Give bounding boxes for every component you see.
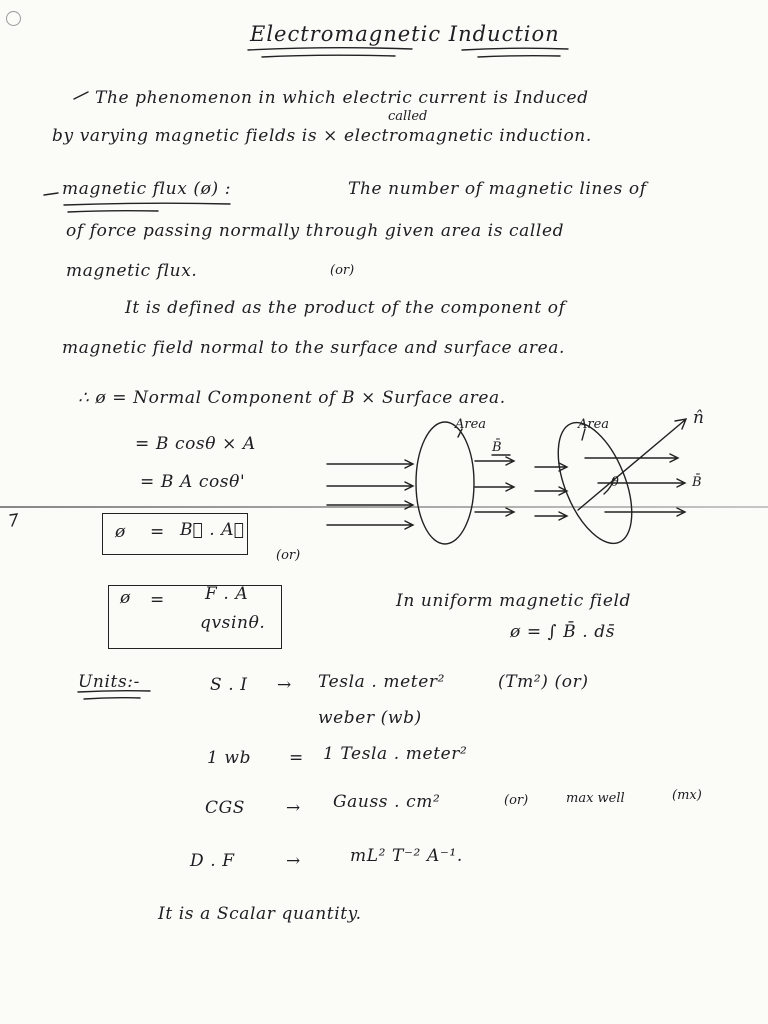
box2-denominator: qvsinθ. — [200, 613, 266, 633]
boxes-or: (or) — [276, 548, 301, 563]
title-underline-3 — [462, 48, 568, 50]
formula-therefore: ∴ ø = Normal Component of B × Surface area. — [78, 388, 506, 408]
intro-dash — [74, 92, 88, 99]
units-label: Units:- — [78, 672, 140, 692]
page-fold-line — [0, 506, 768, 508]
diagram-b-right-label: B̄ — [692, 475, 702, 490]
units-cgs-value: Gauss . cm² — [333, 792, 441, 812]
left-field-arrow-1 — [327, 460, 413, 468]
box1-lhs: ø — [115, 522, 126, 542]
flux-line-2: of force passing normally through given area is called — [66, 221, 565, 241]
box2-eq: = — [150, 590, 165, 610]
units-cgs-arrow: → — [286, 798, 301, 818]
right-field-arrow-3 — [605, 508, 685, 516]
flux-line-3: magnetic flux. — [66, 261, 198, 281]
scalar-statement: It is a Scalar quantity. — [158, 904, 362, 924]
flux-line-1: The number of magnetic lines of — [348, 179, 647, 199]
formula-step-1: = B cosθ × A — [135, 434, 256, 454]
units-df-value: mL² T⁻² A⁻¹. — [350, 846, 463, 866]
left-field-arrow-out-1 — [475, 457, 514, 465]
left-field-arrow-2 — [327, 482, 413, 490]
flux-line-4: It is defined as the product of the component of — [125, 298, 566, 318]
punch-hole-icon — [6, 11, 21, 26]
intro-line-1: The phenomenon in which electric current is Induced — [95, 88, 589, 108]
title-underline-2 — [262, 55, 395, 57]
box2-lhs: ø — [120, 588, 131, 608]
flux-heading-underline-2 — [68, 211, 158, 212]
uniform-field-line-2: ø = ∫ B̄ . ds̄ — [510, 622, 616, 642]
uniform-field-line-1: In uniform magnetic field — [396, 591, 632, 611]
units-underline-2 — [84, 698, 140, 699]
units-wb-rhs: 1 Tesla . meter² — [323, 744, 468, 764]
units-wb-eq: = — [289, 748, 304, 768]
diagram-area-right-label: Area — [578, 417, 610, 432]
diagram-normal-label: n̂ — [693, 408, 705, 428]
flux-line-5: magnetic field normal to the surface and surface area. — [62, 338, 566, 358]
right-area-loop — [543, 412, 647, 553]
flux-heading-underline-1 — [64, 203, 230, 205]
units-cgs-or: (or) — [504, 793, 529, 808]
units-si-arrow: → — [277, 675, 292, 695]
diagram-area-left-label: Area — [455, 417, 487, 432]
flux-dash — [44, 193, 58, 195]
diagram-theta-label: θ — [611, 475, 619, 490]
intro-line-2: by varying magnetic fields is × electromagnetic induction. — [52, 126, 592, 146]
right-field-arrow-in-3 — [535, 512, 567, 520]
units-maxwell-abbr: (mx) — [672, 788, 702, 803]
intro-called-note: called — [388, 109, 428, 124]
units-df-arrow: → — [286, 851, 301, 871]
units-wb-lhs: 1 wb — [207, 748, 252, 768]
left-field-arrow-4 — [327, 521, 413, 529]
units-weber: weber (wb) — [318, 708, 422, 728]
right-field-arrow-in-2 — [535, 487, 567, 495]
units-si-value: Tesla . meter² — [318, 672, 446, 692]
right-field-arrow-in-1 — [535, 463, 567, 471]
title-underline-1 — [248, 48, 412, 50]
units-df-label: D . F — [190, 851, 235, 871]
formula-step-2: = B A cosθ' — [140, 472, 246, 492]
units-maxwell: max well — [566, 791, 625, 806]
box2-numerator: F . A — [205, 584, 249, 604]
box1-rhs: B⃗ . A⃗ — [180, 520, 245, 540]
page-title: Electromagnetic Induction — [250, 22, 560, 46]
box1-eq: = — [150, 522, 165, 542]
units-si-label: S . I — [210, 675, 248, 695]
title-underline-4 — [478, 56, 560, 57]
units-cgs-label: CGS — [205, 798, 246, 818]
normal-vector-arrow — [578, 419, 686, 510]
left-field-arrow-out-2 — [475, 483, 514, 491]
edge-mark — [10, 514, 17, 526]
flux-heading: magnetic flux (ø) : — [62, 179, 232, 199]
diagram-b-left-label: B̄ — [492, 440, 502, 455]
left-area-loop — [416, 422, 474, 544]
left-field-arrow-out-3 — [475, 508, 514, 516]
right-field-arrow-1 — [585, 454, 678, 462]
flux-or: (or) — [330, 263, 355, 278]
units-si-abbr: (Tm²) (or) — [498, 672, 589, 692]
